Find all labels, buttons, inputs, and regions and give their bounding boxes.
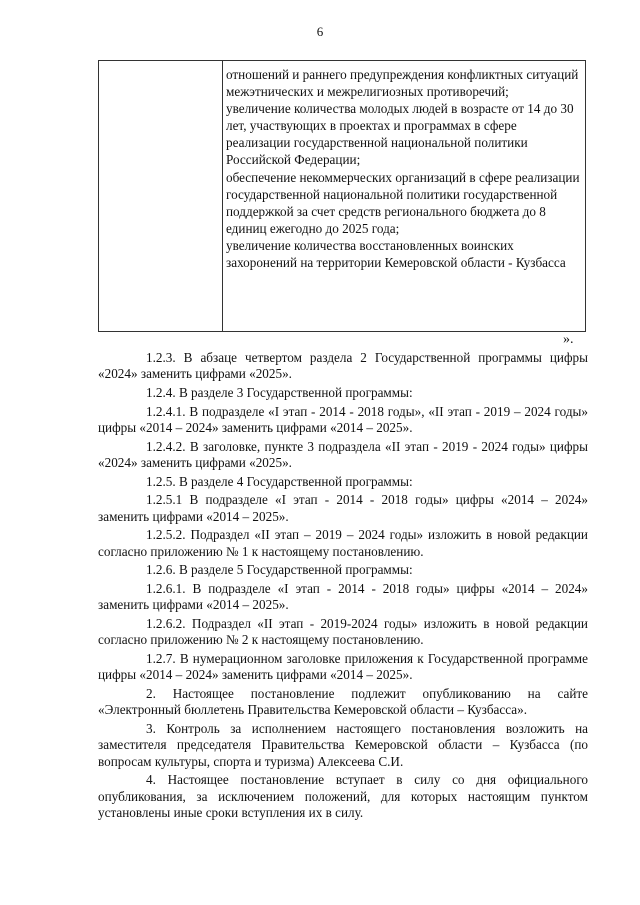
page-number: 6 [316, 24, 324, 39]
paragraph: 1.2.6.1. В подразделе «I этап - 2014 - 2018 годы» цифры «2014 – 2024» заменить цифрами «2014 – 2025». [98, 580, 588, 613]
document-body [98, 350, 588, 824]
paragraph: 1.2.4.2. В заголовке, пункте 3 подраздела «II этап - 2019 - 2024 годы» цифры «2024» заменить цифрами «2025». [98, 438, 588, 470]
paragraph: 3. Контроль за исполнением настоящего постановления возложить на заместителя председателя Правительства Кемеровской области – Кузбасса (по вопросам культуры, спорта и туризма) Алексеева С.И. [98, 720, 588, 769]
closing-quote: ». [563, 332, 574, 347]
paragraph: 1.2.4.1. В подразделе «I этап - 2014 - 2018 годы», «II этап - 2019 – 2024 годы» цифры «2014 – 2024» заменить цифрами «2014 – 2025». [98, 403, 588, 435]
paragraph: 1.2.6.2. Подраздел «II этап - 2019-2024 годы» изложить в новой редакции согласно приложению № 2 к настоящему постановлению. [98, 615, 588, 648]
paragraph: 4. Настоящее постановление вступает в силу со дня официального опубликования, за исключением положений, для которых настоящим пунктом установлены иные сроки вступления их в силу. [98, 772, 588, 820]
paragraph: 1.2.3. В абзаце четвертом раздела 2 Государственной программы цифры «2024» заменить цифрами «2025». [98, 350, 588, 382]
paragraph: 1.2.5. В разделе 4 Государственной программы: [146, 473, 413, 489]
table-line: увеличение количества восстановленных воинских захоронений на территории Кемеровской области - Кузбасса [226, 237, 566, 271]
paragraph: 2. Настоящее постановление подлежит опубликованию на сайте «Электронный бюллетень Правительства Кемеровской области – Кузбасса». [98, 685, 588, 718]
table-line: обеспечение некоммерческих организаций в сфере реализации государственной национальной политики государственной поддержкой за счет средств регионального бюджета до 8 единиц ежегодно до 2025 года; [226, 169, 580, 236]
table-column-divider [222, 61, 223, 331]
program-table [98, 60, 586, 332]
table-cell-indicators [226, 66, 581, 271]
paragraph: 1.2.7. В нумерационном заголовке приложения к Государственной программе цифры «2014 – 2024» заменить цифрами «2014 – 2025». [98, 650, 588, 683]
paragraph: 1.2.5.2. Подраздел «II этап – 2019 – 2024 годы» изложить в новой редакции согласно приложению № 1 к настоящему постановлению. [98, 527, 588, 559]
table-line: увеличение количества молодых людей в возрасте от 14 до 30 лет, участвующих в проектах и программах в сфере реализации государственной национальной политики Российской Федерации; [226, 101, 574, 168]
table-line: отношений и раннего предупреждения конфликтных ситуаций межэтнических и межрелигиозных противоречий; [226, 67, 579, 100]
paragraph: 1.2.4. В разделе 3 Государственной программы: [146, 385, 413, 400]
paragraph: 1.2.5.1 В подразделе «I этап - 2014 - 2018 годы» цифры «2014 – 2024» заменить цифрами «2014 – 2025». [98, 492, 588, 524]
paragraph: 1.2.6. В разделе 5 Государственной программы: [146, 562, 413, 578]
